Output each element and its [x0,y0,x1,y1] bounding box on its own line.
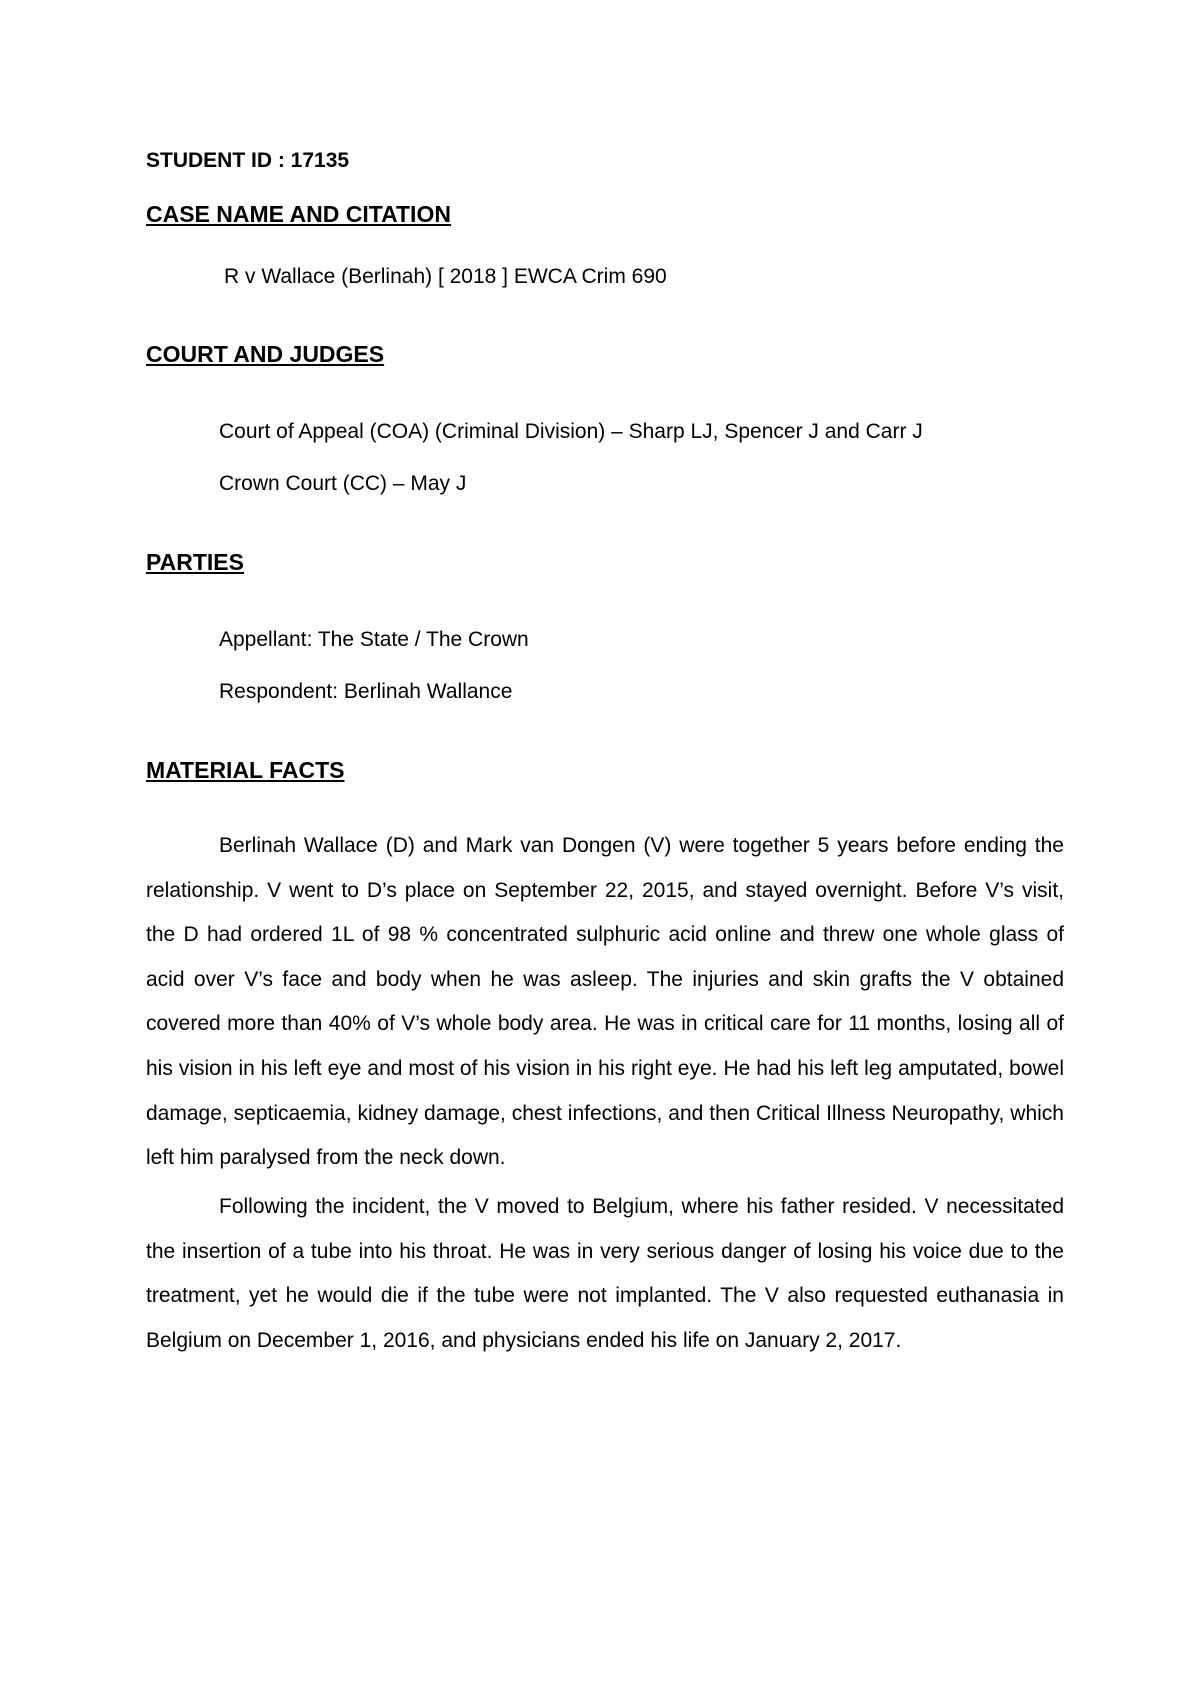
student-id: STUDENT ID : 17135 [146,149,350,172]
case-citation: R v Wallace (Berlinah) [ 2018 ] EWCA Crim 690 [224,265,667,288]
material-facts-paragraph-2: Following the incident, the V moved to Belgium, where his father resided. V necessitated the insertion of a tube into his throat. He was in very serious danger of losing his voice due to the treatment, yet he would die if the tube were not implanted. The V also requested euthanasia in Belgium on December 1, 2016, and physicians ended his life on January 2, 2017. [146,1195,1064,1352]
crown-court-line: Crown Court (CC) – May J [219,472,467,495]
appellant-line: Appellant: The State / The Crown [219,628,529,651]
document-page [146,0,1064,1698]
court-of-appeal-line: Court of Appeal (COA) (Criminal Division) – Sharp LJ, Spencer J and Carr J [219,420,923,443]
case-name-heading: CASE NAME AND CITATION [146,201,451,227]
material-facts-heading: MATERIAL FACTS [146,757,345,783]
parties-heading: PARTIES [146,549,244,575]
respondent-line: Respondent: Berlinah Wallance [219,680,513,703]
material-facts-paragraph-1: Berlinah Wallace (D) and Mark van Dongen (V) were together 5 years before ending the relationship. V went to D’s place on September 22, 2015, and stayed overnight. Before V’s visit, the D had ordered 1L of 98 % concentrated sulphuric acid online and threw one whole glass of acid over V’s face and body when he was asleep. The injuries and skin grafts the V obtained covered more than 40% of V’s whole body area. He was in critical care for 11 months, losing all of his vision in his left eye and most of his vision in his right eye. He had his left leg amputated, bowel damage, septicaemia, kidney damage, chest infections, and then Critical Illness Neuropathy, which left him paralysed from the neck down. [146,834,1064,1170]
court-heading: COURT AND JUDGES [146,341,385,367]
